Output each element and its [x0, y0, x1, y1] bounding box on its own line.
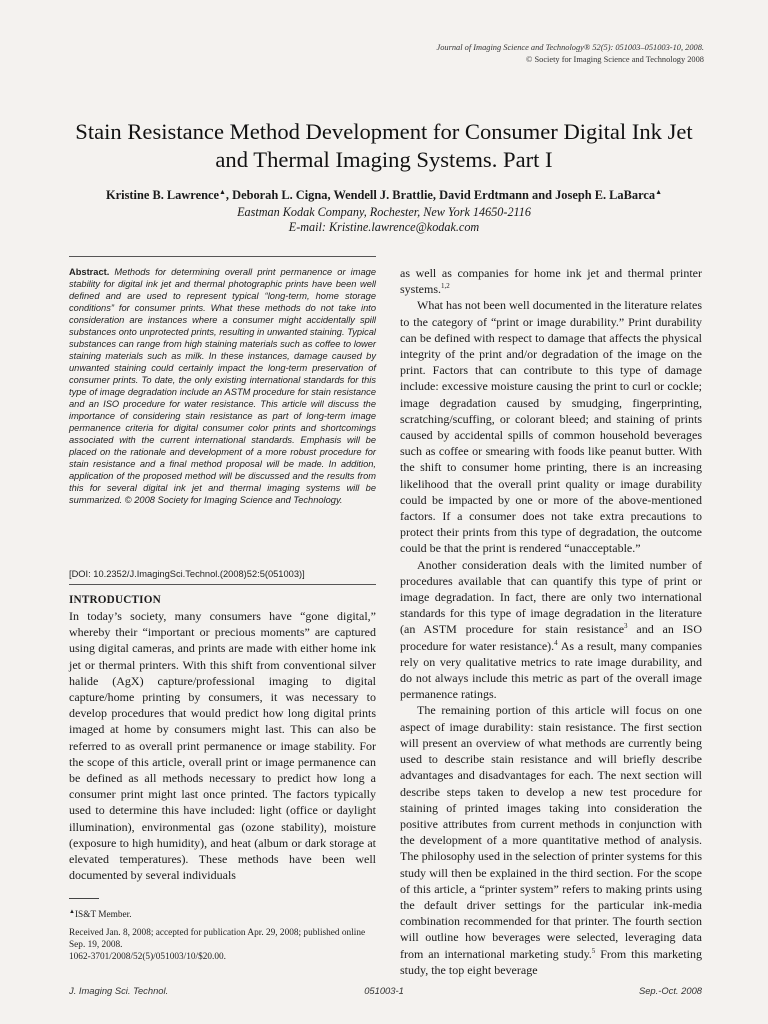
paragraph: In today’s society, many consumers have “gone digital,” whereby their “important or precious moments” are captured using digital cameras, and prints are made with either home ink jet or thermal printers. With this shift from conventional silver halide (AgX) capture/professional imaging to digital capture/home printing by consumers, it was necessary to develop procedures that would predict how long digital prints imaged at home by consumers might last. This can also be referred to as overall print permanence or image stability. For the scope of this article, overall print or image permanence can be defined as all methods necessary to predict how long a consumer print might last once printed. The factors typically used to determine this have included: light (office or daylight illumination), environmental gas (ozone stability), moisture (exposure to high humidity), and heat (album or dark storage at elevated temperatures). These methods have been well documented by several individuals	[69, 609, 376, 883]
paragraph-text: and an ISO procedure for water resistance).	[400, 622, 702, 653]
footnote-member	[69, 906, 376, 921]
journal-header	[437, 42, 705, 66]
member-mark-icon: ▲	[218, 188, 226, 196]
footnote-rule	[69, 898, 99, 899]
paragraph: What has not been well documented in the literature relates to the category of “print or image durability.” Print durability can be defined with respect to damage that affects the physical integrity of the print and/or degradation of the image on the print. Factors that can contribute to this type of damage include: excessive moisture causing the print to curl or cockle; image degradation caused by smudging, fingerprinting, scratching/scuffing, or colorant bleed; and staining of prints caused by accidental spills of common household beverages such as coffee or smearing with foods like peanut butter. With the shift to consumer home printing, there is an increasing likelihood that the overall print quality or image durability could be impacted by one or more of the above-mentioned factors. If a consumer does not take extra precautions to protect their prints from this type of degradation, the outcome could be that the print is rendered “unacceptable.”	[400, 298, 702, 556]
footnote-received: Received Jan. 8, 2008; accepted for publication Apr. 29, 2008; published online Sep. 19, 2008.	[69, 928, 366, 951]
footer-page-number: 051003-1	[364, 985, 404, 996]
footer-date: Sep.-Oct. 2008	[638, 985, 702, 996]
journal-citation: Journal of Imaging Science and Technology® 52(5): 051003–051003-10, 2008.	[436, 43, 704, 52]
author-email: E-mail: Kristine.lawrence@kodak.com	[288, 220, 480, 234]
paragraph-text: From this marketing study, the top eight beverage	[400, 946, 703, 977]
paragraph	[400, 702, 702, 977]
co-authors: , Deborah L. Cigna, Wendell J. Brattlie, David Erdtmann and Joseph E. LaBarca	[225, 188, 656, 203]
member-mark-icon: ▲	[655, 188, 662, 196]
right-column-body	[400, 265, 702, 978]
abstract-text: Methods for determining overall print permanence or image stability for digital ink jet and thermal photographic prints have been well defined and are used to represent typical “long-term, home storage conditions” for consumer prints. What these methods do not take into consideration are instances where a consumer might accidentally spill substances onto unprotected prints, resulting in unwanted staining. Typical substances can range from high staining materials such as coffee to lower staining materials such as milk. In these instances, damage caused by unwanted staining could certainly impact the long-term preservation of consumer prints. To date, the only existing international standards for this type of image degradation include an ASTM procedure for stain resistance and an ISO procedure for water resistance. This article will discuss the importance of considering stain resistance as part of long-term image permanence criteria for digital consumer color prints and shortcomings associated with the current international standards. Emphasis will be placed on the rationale and development of a more robust procedure for stain resistance and a final method proposal will be made. In addition, application of the proposed method will be discussed and the results from this for several digital ink jet and thermal imaging systems will be summarized. © 2008 Society for Imaging Science and Technology.	[69, 267, 376, 505]
paragraph-text: as well as companies for home ink jet and thermal printer systems.	[400, 266, 702, 297]
abstract	[69, 266, 376, 506]
left-column-body	[69, 608, 376, 883]
paragraph-text: As a result, many companies rely on very qualitative metrics to rate image durability, and do not always include this metric as part of the overall image permanence ratings.	[400, 638, 703, 702]
affiliation: Eastman Kodak Company, Rochester, New York 14650-2116	[237, 205, 531, 219]
copyright-notice: © Society for Imaging Science and Technology 2008	[526, 55, 704, 64]
section-heading-introduction: INTRODUCTION	[69, 594, 161, 606]
abstract-top-rule	[69, 256, 376, 257]
doi[interactable]: [DOI: 10.2352/J.ImagingSci.Technol.(2008)52:5(051003)]	[69, 569, 305, 579]
citation-ref[interactable]: 1,2	[441, 282, 450, 291]
author-list	[40, 188, 728, 203]
footnote-text: IS&T Member.	[74, 910, 132, 921]
lead-author: Kristine B. Lawrence	[105, 188, 219, 203]
paragraph-text: The remaining portion of this article will focus on one aspect of image durability: stain resistance. The first section will present an overview of what methods are currently being used to describe stain resistance and will briefly describe advantages and disadvantages for each. The next section will describe steps taken to develop a new test procedure for staining of printed images taking into consideration the positive attributes from current methods in conjunction with the development of a more quantitative method of analysis. The philosophy used in the selection of printer systems for this study will then be explained in the third section. For the scope of this article, a “printer system” refers to making prints using the default driver settings for the particular ink-media combination recommended for that printer. The fourth section will outline how beverages were selected, leveraging data from an international marketing study.	[400, 703, 702, 961]
paragraph-text: Another consideration deals with the limited number of procedures available that can quantify this type of print or image degradation. In fact, there are only two international standards for this type of image degradation in the literature (an ASTM procedure for stain resistance	[400, 557, 702, 637]
abstract-label: Abstract.	[69, 267, 110, 277]
article-title: Stain Resistance Method Development for Consumer Digital Ink Jet and Thermal Imaging Systems. Part I	[75, 119, 693, 172]
citation-ref[interactable]: 3	[624, 622, 628, 631]
paragraph	[400, 265, 702, 297]
footer-journal: J. Imaging Sci. Technol.	[69, 985, 169, 996]
citation-ref[interactable]: 5	[591, 946, 596, 955]
abstract-bottom-rule	[69, 584, 376, 585]
paragraph	[400, 557, 702, 703]
member-mark-icon: ▲	[69, 909, 75, 915]
citation-ref[interactable]: 4	[554, 638, 558, 647]
footnote-code: 1062-3701/2008/52(5)/051003/10/$20.00.	[69, 952, 227, 963]
footnotes	[69, 906, 376, 963]
